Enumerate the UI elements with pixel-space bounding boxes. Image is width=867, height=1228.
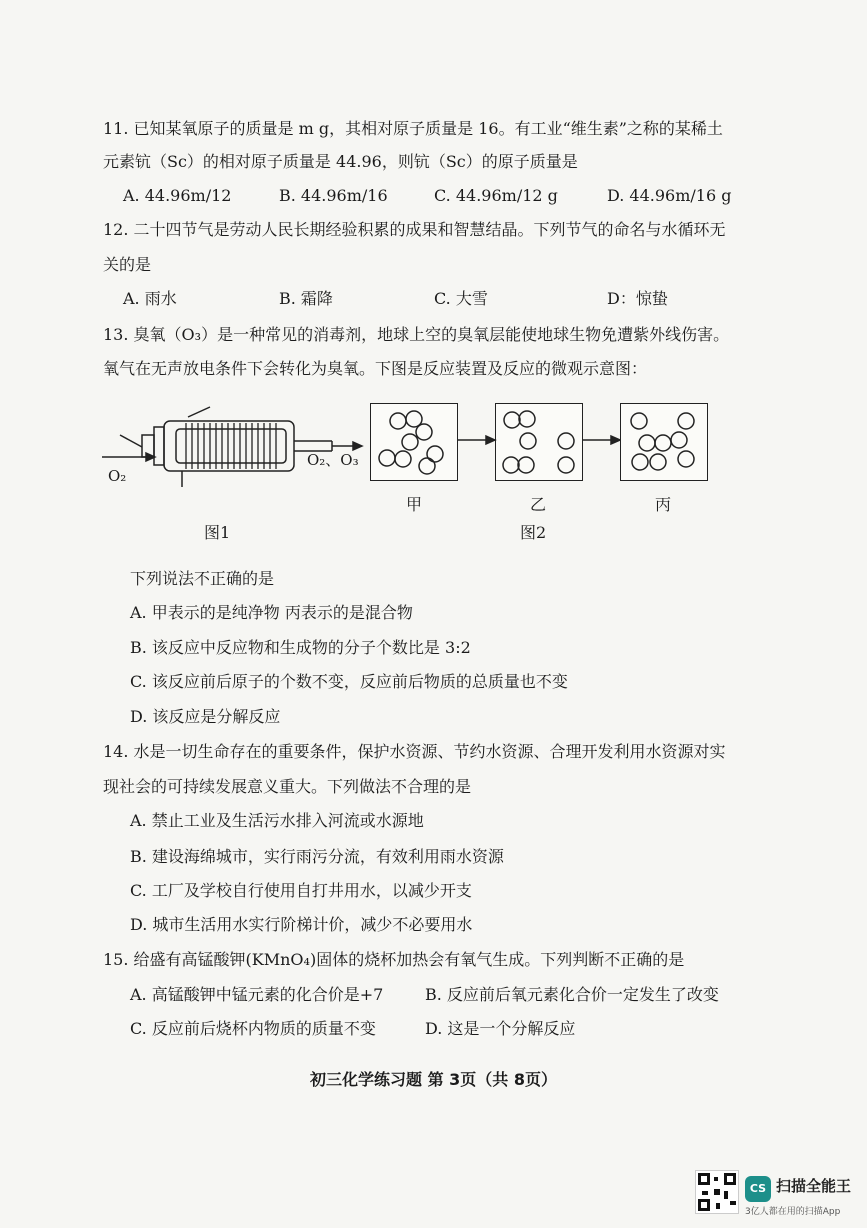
molecules-jia	[371, 404, 457, 480]
q12-option-d: D：惊蛰	[607, 289, 668, 308]
q12-stem-line1: 12. 二十四节气是劳动人民长期经验积累的成果和智慧结晶。下列节气的命名与水循环无	[103, 220, 726, 239]
q14-option-d: D. 城市生活用水实行阶梯计价，减少不必要用水	[130, 915, 473, 934]
figure-2-arrows	[456, 430, 620, 450]
figure-2-label-jia: 甲	[406, 495, 423, 514]
q15-stem: 15. 给盛有高锰酸钾(KMnO₄)固体的烧杯加热会有氧气生成。下列判断不正确的是	[103, 950, 685, 969]
q14-option-c: C. 工厂及学校自行使用自打井用水，以减少开支	[130, 881, 472, 900]
q15-option-b: B. 反应前后氧元素化合价一定发生了改变	[425, 985, 719, 1004]
q13-stem-line1: 13. 臭氧（O₃）是一种常见的消毒剂，地球上空的臭氧层能使地球生物免遭紫外线伤害。	[103, 325, 730, 344]
q13-stem-line2: 氧气在无声放电条件下会转化为臭氧。下图是反应装置及反应的微观示意图：	[103, 359, 648, 378]
q15-option-a: A. 高锰酸钾中锰元素的化合价是+7	[130, 985, 384, 1004]
figure-2-box-bing	[620, 403, 708, 481]
q12-option-c: C. 大雪	[434, 289, 488, 308]
q11-stem-line1: 11. 已知某氧原子的质量是 m g，其相对原子质量是 16。有工业“维生素”之称的某稀土	[103, 119, 723, 138]
q13-option-a: A. 甲表示的是纯净物 丙表示的是混合物	[130, 603, 413, 622]
q15-option-c: C. 反应前后烧杯内物质的质量不变	[130, 1019, 376, 1038]
q14-stem-line2: 现社会的可持续发展意义重大。下列做法不合理的是	[103, 777, 472, 796]
q15-option-d: D. 这是一个分解反应	[425, 1019, 576, 1038]
q13-option-d: D. 该反应是分解反应	[130, 707, 281, 726]
figure-2-box-jia	[370, 403, 458, 481]
figure-1-outlet-label: O₂、O₃	[307, 451, 359, 469]
figure-1-inlet-label: O₂	[108, 467, 127, 485]
q12-stem-line2: 关的是	[103, 255, 152, 274]
qr-code-icon	[695, 1170, 739, 1214]
q13-option-b: B. 该反应中反应物和生成物的分子个数比是 3:2	[130, 638, 471, 657]
q11-option-a: A. 44.96m/12	[123, 186, 232, 205]
q14-option-a: A. 禁止工业及生活污水排入河流或水源地	[130, 811, 424, 830]
q13-option-c: C. 该反应前后原子的个数不变，反应前后物质的总质量也不变	[130, 672, 568, 691]
q13-question: 下列说法不正确的是	[130, 569, 275, 588]
figure-2-label-bing: 丙	[655, 495, 672, 514]
page-footer: 初三化学练习题 第 3页（共 8页）	[310, 1070, 557, 1089]
figure-1-caption: 图1	[204, 523, 231, 542]
figure-2-label-yi: 乙	[530, 495, 547, 514]
camscanner-logo-icon: CS	[745, 1176, 771, 1202]
q11-option-d: D. 44.96m/16 g	[607, 186, 732, 205]
molecules-bing	[621, 404, 707, 480]
camscanner-name: 扫描全能王	[776, 1177, 852, 1195]
q11-option-b: B. 44.96m/16	[279, 186, 388, 205]
q11-option-c: C. 44.96m/12 g	[434, 186, 558, 205]
q12-option-b: B. 霜降	[279, 289, 333, 308]
q11-stem-line2: 元素钪（Sc）的相对原子质量是 44.96，则钪（Sc）的原子质量是	[103, 152, 578, 171]
q14-stem-line1: 14. 水是一切生命存在的重要条件，保护水资源、节约水资源、合理开发利用水资源对实	[103, 742, 726, 761]
qr-pattern	[696, 1171, 738, 1213]
q12-option-a: A. 雨水	[123, 289, 177, 308]
q14-option-b: B. 建设海绵城市，实行雨污分流，有效利用雨水资源	[130, 847, 504, 866]
figure-2-caption: 图2	[520, 523, 547, 542]
camscanner-slogan: 3亿人都在用的扫描App	[745, 1207, 841, 1217]
